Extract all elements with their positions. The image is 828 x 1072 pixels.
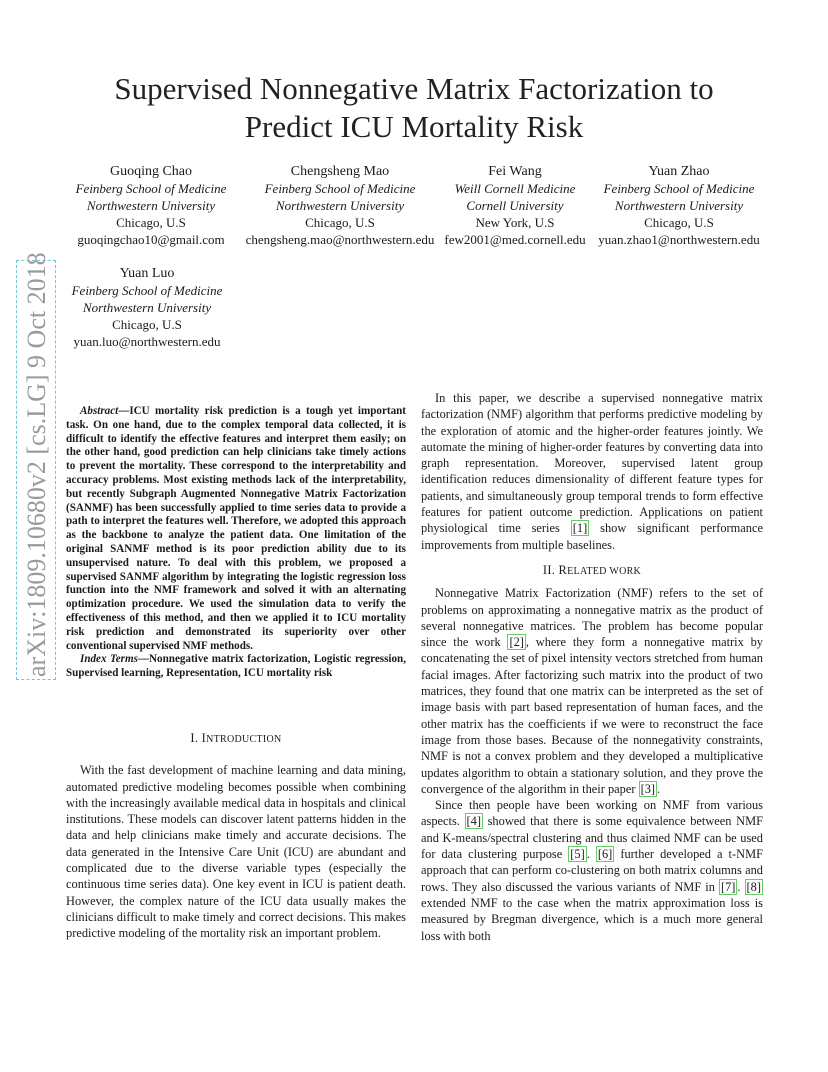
- author-email[interactable]: guoqingchao10@gmail.com: [77, 232, 225, 247]
- author-name: Guoqing Chao: [109, 164, 193, 179]
- author-location: Chicago, U.S: [112, 317, 182, 332]
- author-name: Fei Wang: [488, 164, 542, 179]
- author-institution: Northwestern University: [82, 300, 212, 315]
- author-institution: Northwestern University: [275, 198, 405, 213]
- citation-link[interactable]: [3]: [640, 781, 656, 796]
- author-location: Chicago, U.S: [644, 215, 714, 230]
- index-terms: [66, 653, 406, 681]
- citation-link[interactable]: [2]: [509, 635, 524, 650]
- introduction-paragraph: With the fast development of machine learning and data mining, automated predictive modeling becomes possible when combining with the increasingly available medical data in hospitals and clinical institutions. These models can discover latent patterns hidden in the data and help clinicians make timely and accurate decisions. The data generated in the Intensive Care Unit (ICU) are abundant and complicated due to the diverse variable types (especially the continuous time series data). One key event in ICU is patient death. However, the complex nature of the ICU data usually makes the clinicians difficult to make timely and correct decisions. This makes predictive modeling of the mortality risk an important problem.: [66, 763, 406, 941]
- citation-link[interactable]: [5]: [570, 847, 585, 862]
- author-affiliation: Feinberg School of Medicine: [75, 181, 227, 196]
- citation-link[interactable]: [7]: [720, 879, 736, 894]
- author-institution: Northwestern University: [86, 198, 216, 213]
- right-column: [421, 390, 763, 944]
- author-location: New York, U.S: [475, 215, 555, 230]
- section-heading-introduction: I. INTRODUCTION: [190, 730, 282, 745]
- citation-link[interactable]: [1]: [572, 521, 588, 536]
- arxiv-identifier-stamp[interactable]: arXiv:1809.10680v2 [cs.LG] 9 Oct 2018: [16, 260, 56, 680]
- author-name: Chengsheng Mao: [290, 164, 390, 179]
- author-location: Chicago, U.S: [116, 215, 186, 230]
- author-block: [240, 163, 440, 248]
- title-line-1: Supervised Nonnegative Matrix Factorization to: [114, 71, 714, 106]
- author-email[interactable]: few2001@med.cornell.edu: [444, 232, 586, 247]
- author-name: Yuan Zhao: [648, 164, 710, 179]
- intro-continued-paragraph: In this paper, we describe a supervised nonnegative matrix factorization (NMF) algorithm that performs predictive modeling by the exploration of atomic and the higher-order features jointly. We automate the mining of higher-order features by converting data into graph representation. Moreover, supervised latent group identification reduces dimensionality of different feature types for patients, and simultaneously group temporal trends to form effective features for patient outcome prediction. Applications on patient physiological time series [1] show significant performance improvements from multiple baselines.: [421, 391, 764, 552]
- author-email[interactable]: yuan.luo@northwestern.edu: [73, 334, 221, 349]
- abstract-text: —ICU mortality risk prediction is a tough yet important task. On one hand, due to the complex temporal data collected, it is difficult to identify the effective features and interpret them easily; on the other hand, good prediction can help clinicians take timely actions to prevent the mortality. These correspond to the interpretability and accuracy problems. Most existing methods lack of the interpretability, but recently Subgraph Augmented Nonnegative Matrix Factorization (SANMF) has been successfully applied to time series data to provide a path to interpret the features well. Therefore, we adopted this approach as the backbone to analyze the patient data. One limitation of the original SANMF method is its poor prediction ability due to its unsupervised nature. To deal with this problem, we proposed a supervised SANMF algorithm by integrating the logistic regression loss function into the NMF framework and solved it with an alternating optimization procedure. We used the simulation data to verify the effectiveness of this method, and then we applied it to ICU mortality risk prediction and demonstrated its superiority over other conventional supervised NMF methods.: [66, 405, 406, 652]
- abstract: [66, 405, 406, 653]
- author-affiliation: Feinberg School of Medicine: [71, 283, 223, 298]
- author-affiliation: Feinberg School of Medicine: [603, 181, 755, 196]
- paper-title: [60, 70, 768, 146]
- author-block: [62, 265, 232, 350]
- related-work-paragraph-1: Nonnegative Matrix Factorization (NMF) refers to the set of problems on approximating a nonnegative matrix as the product of several nonnegative matrices. The problem has become popular since the work [2] , where they form a nonnegative matrix by concatenating the set of pixel intensity vectors stretched from human facial images. After factorizing such matrix into the product of two matrices, they found that one matrix can be interpreted as the set of image basis with part based representation of human faces, and the other matrix has the coefficients if we were to reconstruct the face image from those bases. Because of the nonnegativity constraints, NMF is not a convex problem and they developed a multiplicative updates algorithm to obtain a stationary solution, and they prove the convergence of the algorithm in their paper [3] .: [421, 586, 763, 796]
- citation-link[interactable]: [4]: [466, 814, 481, 829]
- citation-link[interactable]: [8]: [746, 879, 761, 894]
- author-institution: Cornell University: [466, 198, 564, 213]
- author-affiliation: Feinberg School of Medicine: [264, 181, 416, 196]
- author-block: [66, 163, 236, 248]
- left-column: [66, 405, 406, 942]
- related-work-paragraph-2: Since then people have been working on NMF from various aspects. [4] showed that there is some equivalence between NMF and K-means/spectral clustering and thus claimed NMF can be used for data clustering purpose [5] . [6] further developed a t-NMF approach that can perform co-clustering on both matrix columns and rows. They also discussed the various variants of NMF in [7] . [8] extended NMF to the case when the matrix approximation loss is measured by Bregman divergence, which is a much more general loss with both: [421, 798, 763, 943]
- author-email[interactable]: chengsheng.mao@northwestern.edu: [245, 232, 435, 247]
- author-location: Chicago, U.S: [305, 215, 375, 230]
- author-block: [592, 163, 766, 248]
- index-terms-text: —Nonnegative matrix factorization, Logistic regression, Supervised learning, Representation, ICU mortality risk: [66, 653, 406, 680]
- author-block: [440, 163, 590, 248]
- author-name: Yuan Luo: [119, 266, 175, 281]
- author-institution: Northwestern University: [614, 198, 744, 213]
- citation-link[interactable]: [6]: [597, 847, 613, 862]
- section-heading-related-work: II. RELATED WORK: [542, 562, 642, 577]
- author-affiliation: Weill Cornell Medicine: [454, 181, 576, 196]
- index-terms-label: Index Terms: [80, 653, 138, 666]
- title-line-2: Predict ICU Mortality Risk: [244, 109, 584, 144]
- author-email[interactable]: yuan.zhao1@northwestern.edu: [598, 232, 760, 247]
- abstract-label: Abstract: [80, 405, 119, 417]
